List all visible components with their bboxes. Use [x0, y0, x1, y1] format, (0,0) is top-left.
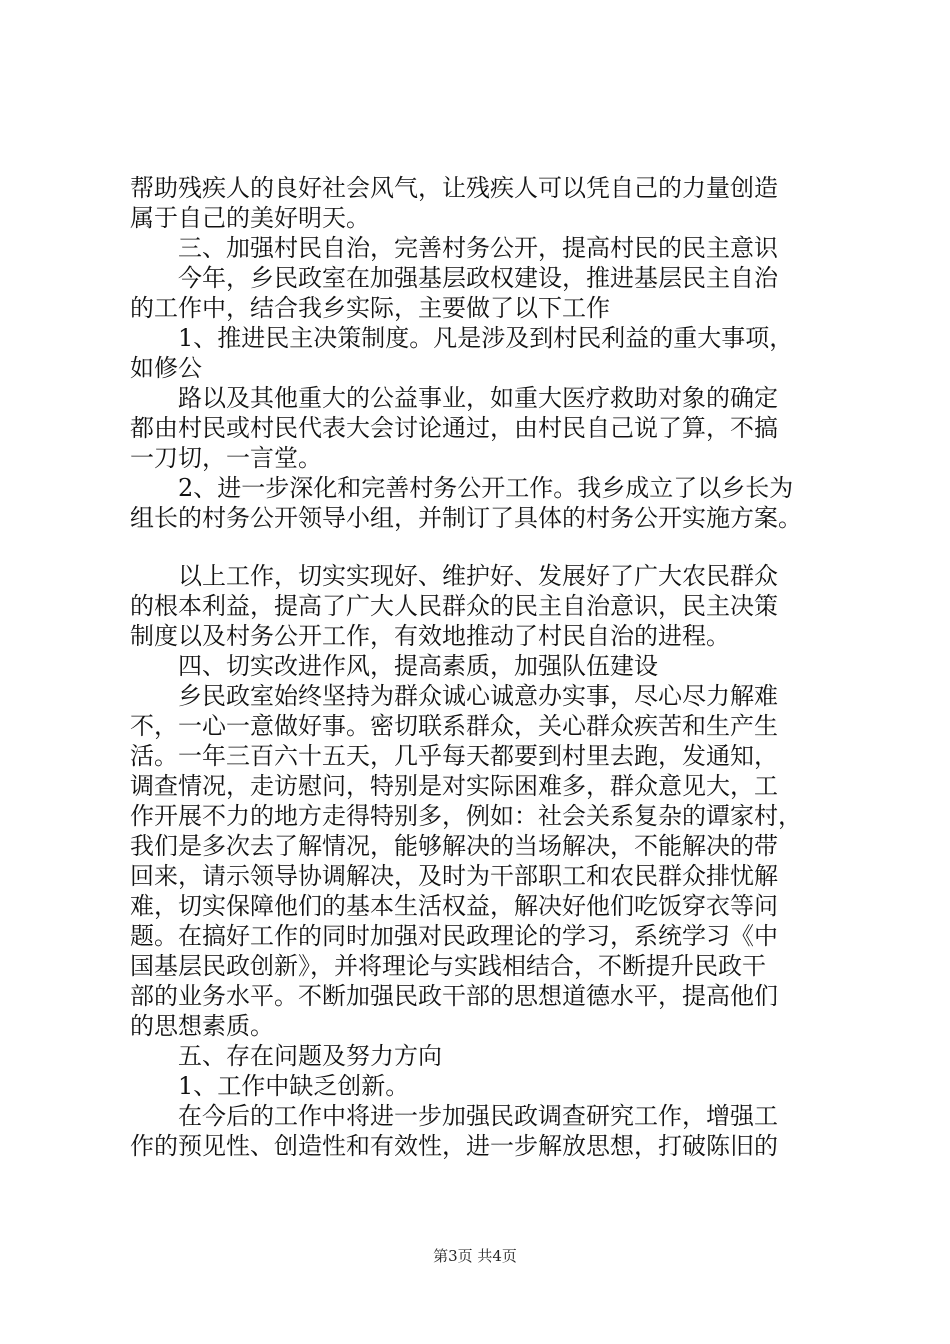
text-line: 制度以及村务公开工作，有效地推动了村民自治的进程。 — [130, 622, 730, 650]
paragraph — [130, 383, 850, 473]
text-line: 今年，乡民政室在加强基层政权建设，推进基层民主自治 — [178, 264, 778, 292]
page-footer: 第3页 共4页 — [433, 1247, 517, 1265]
paragraph — [130, 473, 850, 533]
text-line: 四、切实改进作风，提高素质，加强队伍建设 — [178, 652, 658, 680]
paragraph-gap — [130, 533, 850, 561]
text-line: 都由村民或村民代表大会讨论通过，由村民自己说了算，不搞 — [130, 414, 778, 442]
text-line: 的工作中，结合我乡实际，主要做了以下工作 — [130, 294, 610, 322]
text-line: 部的业务水平。不断加强民政干部的思想道德水平，提高他们 — [130, 982, 778, 1010]
paragraph — [130, 561, 850, 651]
paragraph — [130, 1101, 850, 1161]
text-line: 回来，请示领导协调解决，及时为干部职工和农民群众排忧解 — [130, 862, 778, 890]
text-line: 活。一年三百六十五天，几乎每天都要到村里去跑，发通知， — [130, 742, 778, 770]
document-body — [130, 173, 850, 1161]
text-line: 属于自己的美好明天。 — [130, 204, 370, 232]
text-line: 1、工作中缺乏创新。 — [178, 1072, 410, 1100]
text-line: 组长的村务公开领导小组，并制订了具体的村务公开实施方案。 — [130, 504, 802, 532]
paragraph — [130, 651, 850, 681]
text-line: 在今后的工作中将进一步加强民政调查研究工作，增强工 — [178, 1102, 778, 1130]
paragraph — [130, 323, 850, 383]
text-line: 1、推进民主决策制度。凡是涉及到村民利益的重大事项， — [178, 324, 794, 352]
text-line: 如修公 — [130, 354, 202, 382]
text-line: 一刀切，一言堂。 — [130, 444, 322, 472]
text-line: 作开展不力的地方走得特别多，例如：社会关系复杂的谭家村， — [130, 802, 802, 830]
text-line: 的思想素质。 — [130, 1012, 274, 1040]
paragraph — [130, 233, 850, 263]
text-line: 五、存在问题及努力方向 — [178, 1042, 442, 1070]
paragraph — [130, 1071, 850, 1101]
paragraph — [130, 263, 850, 323]
text-line: 题。在搞好工作的同时加强对民政理论的学习，系统学习《中 — [130, 922, 778, 950]
text-line: 我们是多次去了解情况，能够解决的当场解决，不能解决的带 — [130, 832, 778, 860]
text-line: 的根本利益，提高了广大人民群众的民主自治意识，民主决策 — [130, 592, 778, 620]
text-line: 作的预见性、创造性和有效性，进一步解放思想，打破陈旧的 — [130, 1132, 778, 1160]
paragraph — [130, 173, 850, 233]
text-line: 国基层民政创新》，并将理论与实践相结合，不断提升民政干 — [130, 952, 766, 980]
text-line: 不，一心一意做好事。密切联系群众，关心群众疾苦和生产生 — [130, 712, 778, 740]
text-line: 三、加强村民自治，完善村务公开，提高村民的民主意识 — [178, 234, 778, 262]
text-line: 路以及其他重大的公益事业，如重大医疗救助对象的确定 — [178, 384, 778, 412]
text-line: 乡民政室始终坚持为群众诚心诚意办实事，尽心尽力解难 — [178, 682, 778, 710]
text-line: 调查情况，走访慰问，特别是对实际困难多，群众意见大，工 — [130, 772, 778, 800]
text-line: 以上工作，切实实现好、维护好、发展好了广大农民群众 — [178, 562, 778, 590]
paragraph — [130, 1041, 850, 1071]
text-line: 难，切实保障他们的基本生活权益，解决好他们吃饭穿衣等问 — [130, 892, 778, 920]
text-line: 帮助残疾人的良好社会风气，让残疾人可以凭自己的力量创造 — [130, 174, 778, 202]
text-line: 2、进一步深化和完善村务公开工作。我乡成立了以乡长为 — [178, 474, 794, 502]
paragraph — [130, 681, 850, 1041]
